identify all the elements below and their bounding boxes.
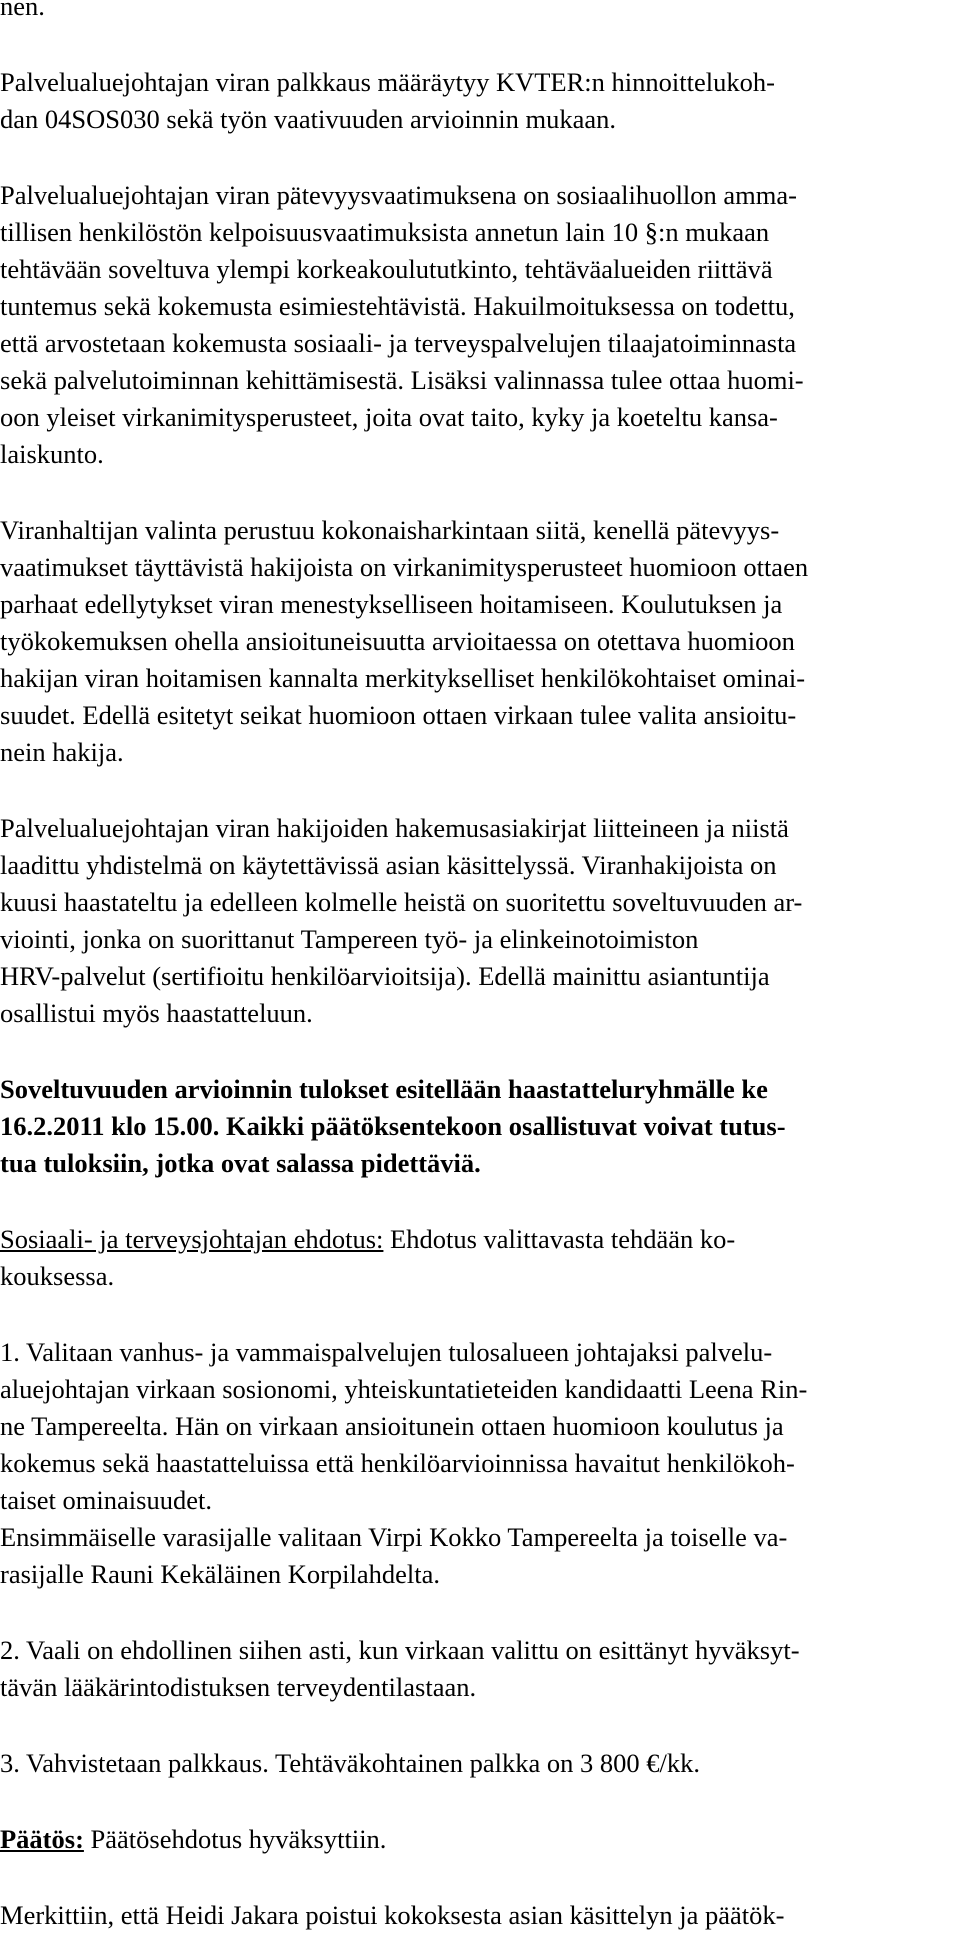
proposal-line <box>0 1221 735 1258</box>
text-line: tehtävään soveltuva ylempi korkeakoulututkinto, tehtäväalueiden riittävä <box>0 254 773 284</box>
proposal-heading: Sosiaali- ja terveysjohtajan ehdotus: <box>0 1224 384 1254</box>
text-line: HRV-palvelut (sertifioitu henkilöarvioitsija). Edellä mainittu asiantuntija <box>0 961 770 991</box>
text-line: Palvelualuejohtajan viran palkkaus määräytyy KVTER:n hinnoittelukoh- <box>0 67 775 97</box>
text-line: Viranhaltijan valinta perustuu kokonaisharkintaan siitä, kenellä pätevyys- <box>0 515 780 545</box>
text-line: 3. Vahvistetaan palkkaus. Tehtäväkohtainen palkka on 3 800 €/kk. <box>0 1748 700 1778</box>
text-line: taiset ominaisuudet. <box>0 1485 212 1515</box>
text-line: tuntemus sekä kokemusta esimiestehtävistä. Hakuilmoituksessa on todettu, <box>0 291 795 321</box>
text-line: nein hakija. <box>0 737 124 767</box>
text-line: laiskunto. <box>0 439 104 469</box>
text-line: sekä palvelutoiminnan kehittämisestä. Lisäksi valinnassa tulee ottaa huomi- <box>0 365 804 395</box>
bold-text-line: tua tuloksiin, jotka ovat salassa pidettäviä. <box>0 1148 481 1178</box>
text-line: kouksessa. <box>0 1261 115 1291</box>
text-line: kokemus sekä haastatteluissa että henkilöarvioinnissa havaitut henkilökoh- <box>0 1448 795 1478</box>
text-line: osallistui myös haastatteluun. <box>0 998 313 1028</box>
text-line: Ensimmäiselle varasijalle valitaan Virpi Kokko Tampereelta ja toiselle va- <box>0 1522 788 1552</box>
text-line: hakijan viran hoitamisen kannalta merkitykselliset henkilökohtaiset ominai- <box>0 663 806 693</box>
text-line: työkokemuksen ohella ansioituneisuutta arvioitaessa on otettava huomioon <box>0 626 795 656</box>
text-line: rasijalle Rauni Kekäläinen Korpilahdelta. <box>0 1559 441 1589</box>
text-line: laadittu yhdistelmä on käytettävissä asian käsittelyssä. Viranhakijoista on <box>0 850 777 880</box>
text-line: tillisen henkilöstön kelpoisuusvaatimuksista annetun lain 10 §:n mukaan <box>0 217 770 247</box>
text-line: 2. Vaali on ehdollinen siihen asti, kun virkaan valittu on esittänyt hyväksyt- <box>0 1635 800 1665</box>
text-line: Palvelualuejohtajan viran hakijoiden hakemusasiakirjat liitteineen ja niistä <box>0 813 789 843</box>
text-line: että arvostetaan kokemusta sosiaali- ja terveyspalvelujen tilaajatoiminnasta <box>0 328 797 358</box>
text-line: kuusi haastateltu ja edelleen kolmelle heistä on suoritettu soveltuvuuden ar- <box>0 887 803 917</box>
text-line: vaatimukset täyttävistä hakijoista on virkanimitysperusteet huomioon ottaen <box>0 552 809 582</box>
text-line: Palvelualuejohtajan viran pätevyysvaatimuksena on sosiaalihuollon amma- <box>0 180 797 210</box>
text-line: dan 04SOS030 sekä työn vaativuuden arvioinnin mukaan. <box>0 104 617 134</box>
decision-line <box>0 1821 386 1858</box>
text-line: Merkittiin, että Heidi Jakara poistui kokoksesta asian käsittelyn ja päätök- <box>0 1900 785 1930</box>
text-line: ne Tampereelta. Hän on virkaan ansioitunein ottaen huomioon koulutus ja <box>0 1411 784 1441</box>
proposal-text: Ehdotus valittavasta tehdään ko- <box>383 1224 736 1254</box>
text-line: viointi, jonka on suorittanut Tampereen työ- ja elinkeinotoimiston <box>0 924 699 954</box>
text-line: aluejohtajan virkaan sosionomi, yhteiskuntatieteiden kandidaatti Leena Rin- <box>0 1374 808 1404</box>
text-line: parhaat edellytykset viran menestykselliseen hoitamiseen. Koulutuksen ja <box>0 589 783 619</box>
text-line: suudet. Edellä esitetyt seikat huomioon ottaen virkaan tulee valita ansioitu- <box>0 700 797 730</box>
bold-text-line: Soveltuvuuden arvioinnin tulokset esitellään haastatteluryhmälle ke <box>0 1074 768 1104</box>
text-line: tävän lääkärintodistuksen terveydentilastaan. <box>0 1672 477 1702</box>
decision-heading: Päätös: <box>0 1824 84 1854</box>
text-line: nen. <box>0 0 45 21</box>
text-line: 1. Valitaan vanhus- ja vammaispalvelujen tulosalueen johtajaksi palvelu- <box>0 1337 773 1367</box>
text-line: oon yleiset virkanimitysperusteet, joita ovat taito, kyky ja koeteltu kansa- <box>0 402 778 432</box>
bold-text-line: 16.2.2011 klo 15.00. Kaikki päätöksentekoon osallistuvat voivat tutus- <box>0 1111 786 1141</box>
decision-text: Päätösehdotus hyväksyttiin. <box>83 1824 387 1854</box>
